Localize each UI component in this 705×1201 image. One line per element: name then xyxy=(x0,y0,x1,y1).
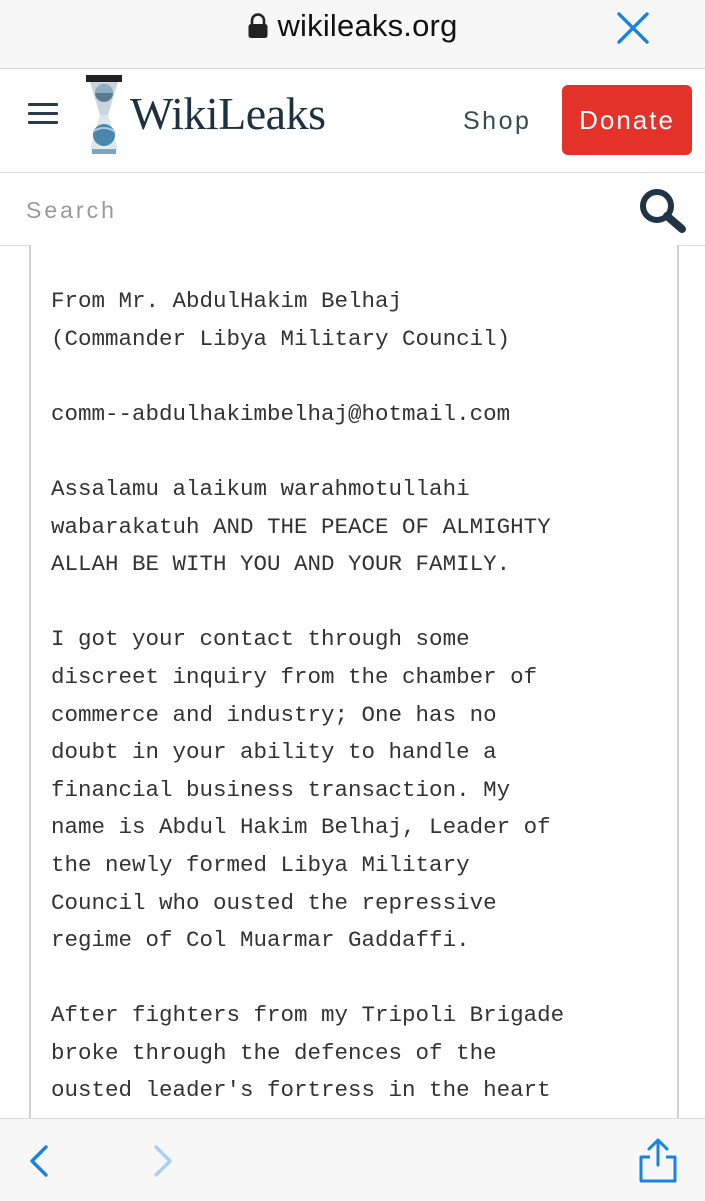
url-display[interactable] xyxy=(0,6,705,46)
text-line: Assalamu alaikum warahmotullahi xyxy=(51,475,470,502)
text-line: financial business transaction. My xyxy=(51,776,511,803)
text-line: (Commander Libya Military Council) xyxy=(51,325,511,352)
hamburger-menu-button[interactable] xyxy=(28,103,58,129)
donate-button[interactable]: Donate xyxy=(562,85,692,155)
wikileaks-logo-text[interactable]: WikiLeaks xyxy=(130,88,326,139)
site-header xyxy=(0,69,705,173)
text-line: ALLAH BE WITH YOU AND YOUR FAMILY. xyxy=(51,551,511,578)
search-input[interactable] xyxy=(24,187,588,233)
text-line: ousted leader's fortress in the heart xyxy=(51,1077,551,1104)
text-line: After fighters from my Tripoli Brigade xyxy=(51,1002,565,1029)
text-line: regime of Col Muarmar Gaddaffi. xyxy=(51,927,470,954)
text-line: discreet inquiry from the chamber of xyxy=(51,663,538,690)
chevron-right-icon[interactable] xyxy=(148,1141,178,1181)
close-icon xyxy=(616,11,650,45)
chevron-left-icon[interactable] xyxy=(24,1141,54,1181)
email-address-line: comm--abdulhakimbelhaj@hotmail.com xyxy=(51,400,511,427)
text-line: broke through the defences of the xyxy=(51,1039,497,1066)
hourglass-logo-icon[interactable] xyxy=(84,73,124,157)
email-body-text xyxy=(51,283,564,1110)
text-line: commerce and industry; One has no xyxy=(51,701,497,728)
search-bar xyxy=(0,173,705,246)
text-line: the newly formed Libya Military xyxy=(51,851,470,878)
url-text: wikileaks.org xyxy=(277,8,458,43)
menu-bar xyxy=(28,112,58,115)
search-icon[interactable] xyxy=(636,187,688,235)
email-content-panel xyxy=(29,245,679,1118)
share-icon[interactable] xyxy=(636,1137,680,1185)
text-line: Council who ousted the repressive xyxy=(51,889,497,916)
menu-bar xyxy=(28,103,58,106)
menu-bar xyxy=(28,121,58,124)
close-button[interactable] xyxy=(613,8,653,48)
lock-icon xyxy=(247,13,269,39)
shop-link[interactable]: Shop xyxy=(463,107,532,135)
text-line: doubt in your ability to handle a xyxy=(51,739,497,766)
text-line: wabarakatuh AND THE PEACE OF ALMIGHTY xyxy=(51,513,551,540)
browser-bottom-toolbar xyxy=(0,1118,705,1201)
text-line: From Mr. AbdulHakim Belhaj xyxy=(51,288,403,314)
browser-url-bar xyxy=(0,0,705,69)
text-line: I got your contact through some xyxy=(51,626,470,653)
text-line: name is Abdul Hakim Belhaj, Leader of xyxy=(51,814,551,841)
